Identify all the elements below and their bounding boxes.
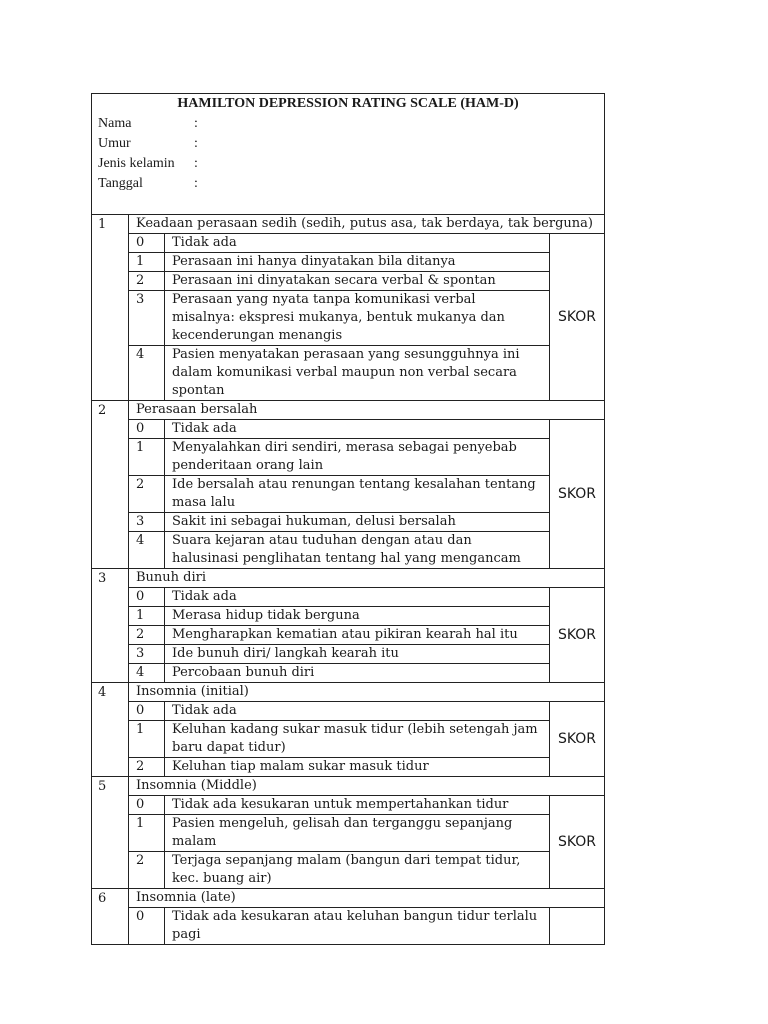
item-title: Insomnia (Middle) bbox=[129, 777, 605, 796]
option-score: 2 bbox=[129, 626, 165, 645]
item-number: 3 bbox=[92, 569, 129, 683]
item-number: 5 bbox=[92, 777, 129, 889]
skor-cell bbox=[550, 908, 605, 945]
hamd-form-table bbox=[91, 93, 605, 945]
option-row bbox=[92, 607, 605, 626]
item-title: Keadaan perasaan sedih (sedih, putus asa, tak berdaya, tak berguna) bbox=[129, 215, 605, 234]
option-text: Pasien mengeluh, gelisah dan terganggu sepanjang malam bbox=[165, 815, 550, 852]
field-tanggal bbox=[98, 174, 598, 194]
option-row bbox=[92, 796, 605, 815]
form-header-row bbox=[92, 94, 605, 215]
option-row bbox=[92, 626, 605, 645]
option-row bbox=[92, 420, 605, 439]
item-row bbox=[92, 683, 605, 702]
option-score: 0 bbox=[129, 702, 165, 721]
form-header bbox=[92, 94, 605, 215]
option-score: 0 bbox=[129, 908, 165, 945]
option-score: 1 bbox=[129, 439, 165, 476]
option-score: 1 bbox=[129, 607, 165, 626]
option-row bbox=[92, 291, 605, 346]
form-page bbox=[91, 93, 604, 945]
option-text: Merasa hidup tidak berguna bbox=[165, 607, 550, 626]
option-row bbox=[92, 588, 605, 607]
item-row bbox=[92, 215, 605, 234]
field-jenis-kelamin bbox=[98, 154, 598, 174]
option-text: Tidak ada bbox=[165, 588, 550, 607]
item-row bbox=[92, 569, 605, 588]
option-row bbox=[92, 758, 605, 777]
option-score: 2 bbox=[129, 272, 165, 291]
item-number: 1 bbox=[92, 215, 129, 401]
option-text: Menyalahkan diri sendiri, merasa sebagai penyebab penderitaan orang lain bbox=[165, 439, 550, 476]
field-label: Tanggal bbox=[98, 176, 143, 191]
option-score: 3 bbox=[129, 291, 165, 346]
option-row bbox=[92, 908, 605, 945]
option-text: Perasaan ini hanya dinyatakan bila ditanya bbox=[165, 253, 550, 272]
option-row bbox=[92, 721, 605, 758]
option-score: 1 bbox=[129, 253, 165, 272]
item-row bbox=[92, 401, 605, 420]
option-score: 0 bbox=[129, 420, 165, 439]
option-text: Tidak ada bbox=[165, 420, 550, 439]
option-row bbox=[92, 234, 605, 253]
field-umur bbox=[98, 134, 598, 154]
option-text: Mengharapkan kematian atau pikiran kearah hal itu bbox=[165, 626, 550, 645]
skor-cell: SKOR bbox=[550, 796, 605, 889]
option-row bbox=[92, 476, 605, 513]
item-row bbox=[92, 777, 605, 796]
option-row bbox=[92, 346, 605, 401]
option-text: Tidak ada kesukaran untuk mempertahankan tidur bbox=[165, 796, 550, 815]
option-row bbox=[92, 439, 605, 476]
option-text: Terjaga sepanjang malam (bangun dari tempat tidur, kec. buang air) bbox=[165, 852, 550, 889]
option-score: 3 bbox=[129, 645, 165, 664]
item-title: Bunuh diri bbox=[129, 569, 605, 588]
option-text: Tidak ada bbox=[165, 702, 550, 721]
option-text: Suara kejaran atau tuduhan dengan atau dan halusinasi penglihatan tentang hal yang mengancam bbox=[165, 532, 550, 569]
skor-cell: SKOR bbox=[550, 420, 605, 569]
skor-cell: SKOR bbox=[550, 234, 605, 401]
item-title: Perasaan bersalah bbox=[129, 401, 605, 420]
option-row bbox=[92, 513, 605, 532]
skor-cell: SKOR bbox=[550, 588, 605, 683]
option-score: 2 bbox=[129, 476, 165, 513]
option-row bbox=[92, 645, 605, 664]
option-text: Tidak ada kesukaran atau keluhan bangun tidur terlalu pagi bbox=[165, 908, 550, 945]
option-text: Ide bersalah atau renungan tentang kesalahan tentang masa lalu bbox=[165, 476, 550, 513]
option-row bbox=[92, 852, 605, 889]
option-text: Perasaan yang nyata tanpa komunikasi verbal misalnya: ekspresi mukanya, bentuk mukanya dan kecenderungan menangis bbox=[165, 291, 550, 346]
option-text: Keluhan tiap malam sukar masuk tidur bbox=[165, 758, 550, 777]
option-score: 0 bbox=[129, 234, 165, 253]
field-colon: : bbox=[194, 136, 198, 151]
field-nama bbox=[98, 114, 598, 134]
option-score: 4 bbox=[129, 346, 165, 401]
option-text: Sakit ini sebagai hukuman, delusi bersalah bbox=[165, 513, 550, 532]
field-label: Nama bbox=[98, 116, 132, 131]
option-score: 2 bbox=[129, 758, 165, 777]
item-number: 2 bbox=[92, 401, 129, 569]
item-title: Insomnia (late) bbox=[129, 889, 605, 908]
option-score: 2 bbox=[129, 852, 165, 889]
option-score: 4 bbox=[129, 664, 165, 683]
option-score: 1 bbox=[129, 721, 165, 758]
option-row bbox=[92, 815, 605, 852]
option-text: Pasien menyatakan perasaan yang sesungguhnya ini dalam komunikasi verbal maupun non verbal secara spontan bbox=[165, 346, 550, 401]
item-row bbox=[92, 889, 605, 908]
field-label: Umur bbox=[98, 136, 131, 151]
option-score: 0 bbox=[129, 796, 165, 815]
option-row bbox=[92, 272, 605, 291]
item-number: 4 bbox=[92, 683, 129, 777]
field-label: Jenis kelamin bbox=[98, 156, 175, 171]
option-text: Tidak ada bbox=[165, 234, 550, 253]
option-row bbox=[92, 702, 605, 721]
option-text: Percobaan bunuh diri bbox=[165, 664, 550, 683]
option-row bbox=[92, 253, 605, 272]
option-score: 4 bbox=[129, 532, 165, 569]
option-score: 3 bbox=[129, 513, 165, 532]
field-colon: : bbox=[194, 116, 198, 131]
option-text: Perasaan ini dinyatakan secara verbal & spontan bbox=[165, 272, 550, 291]
option-score: 1 bbox=[129, 815, 165, 852]
option-score: 0 bbox=[129, 588, 165, 607]
item-number: 6 bbox=[92, 889, 129, 945]
option-text: Keluhan kadang sukar masuk tidur (lebih setengah jam baru dapat tidur) bbox=[165, 721, 550, 758]
field-colon: : bbox=[194, 176, 198, 191]
item-title: Insomnia (initial) bbox=[129, 683, 605, 702]
form-title: HAMILTON DEPRESSION RATING SCALE (HAM-D) bbox=[177, 96, 519, 111]
field-colon: : bbox=[194, 156, 198, 171]
option-row bbox=[92, 664, 605, 683]
option-text: Ide bunuh diri/ langkah kearah itu bbox=[165, 645, 550, 664]
skor-cell: SKOR bbox=[550, 702, 605, 777]
option-row bbox=[92, 532, 605, 569]
